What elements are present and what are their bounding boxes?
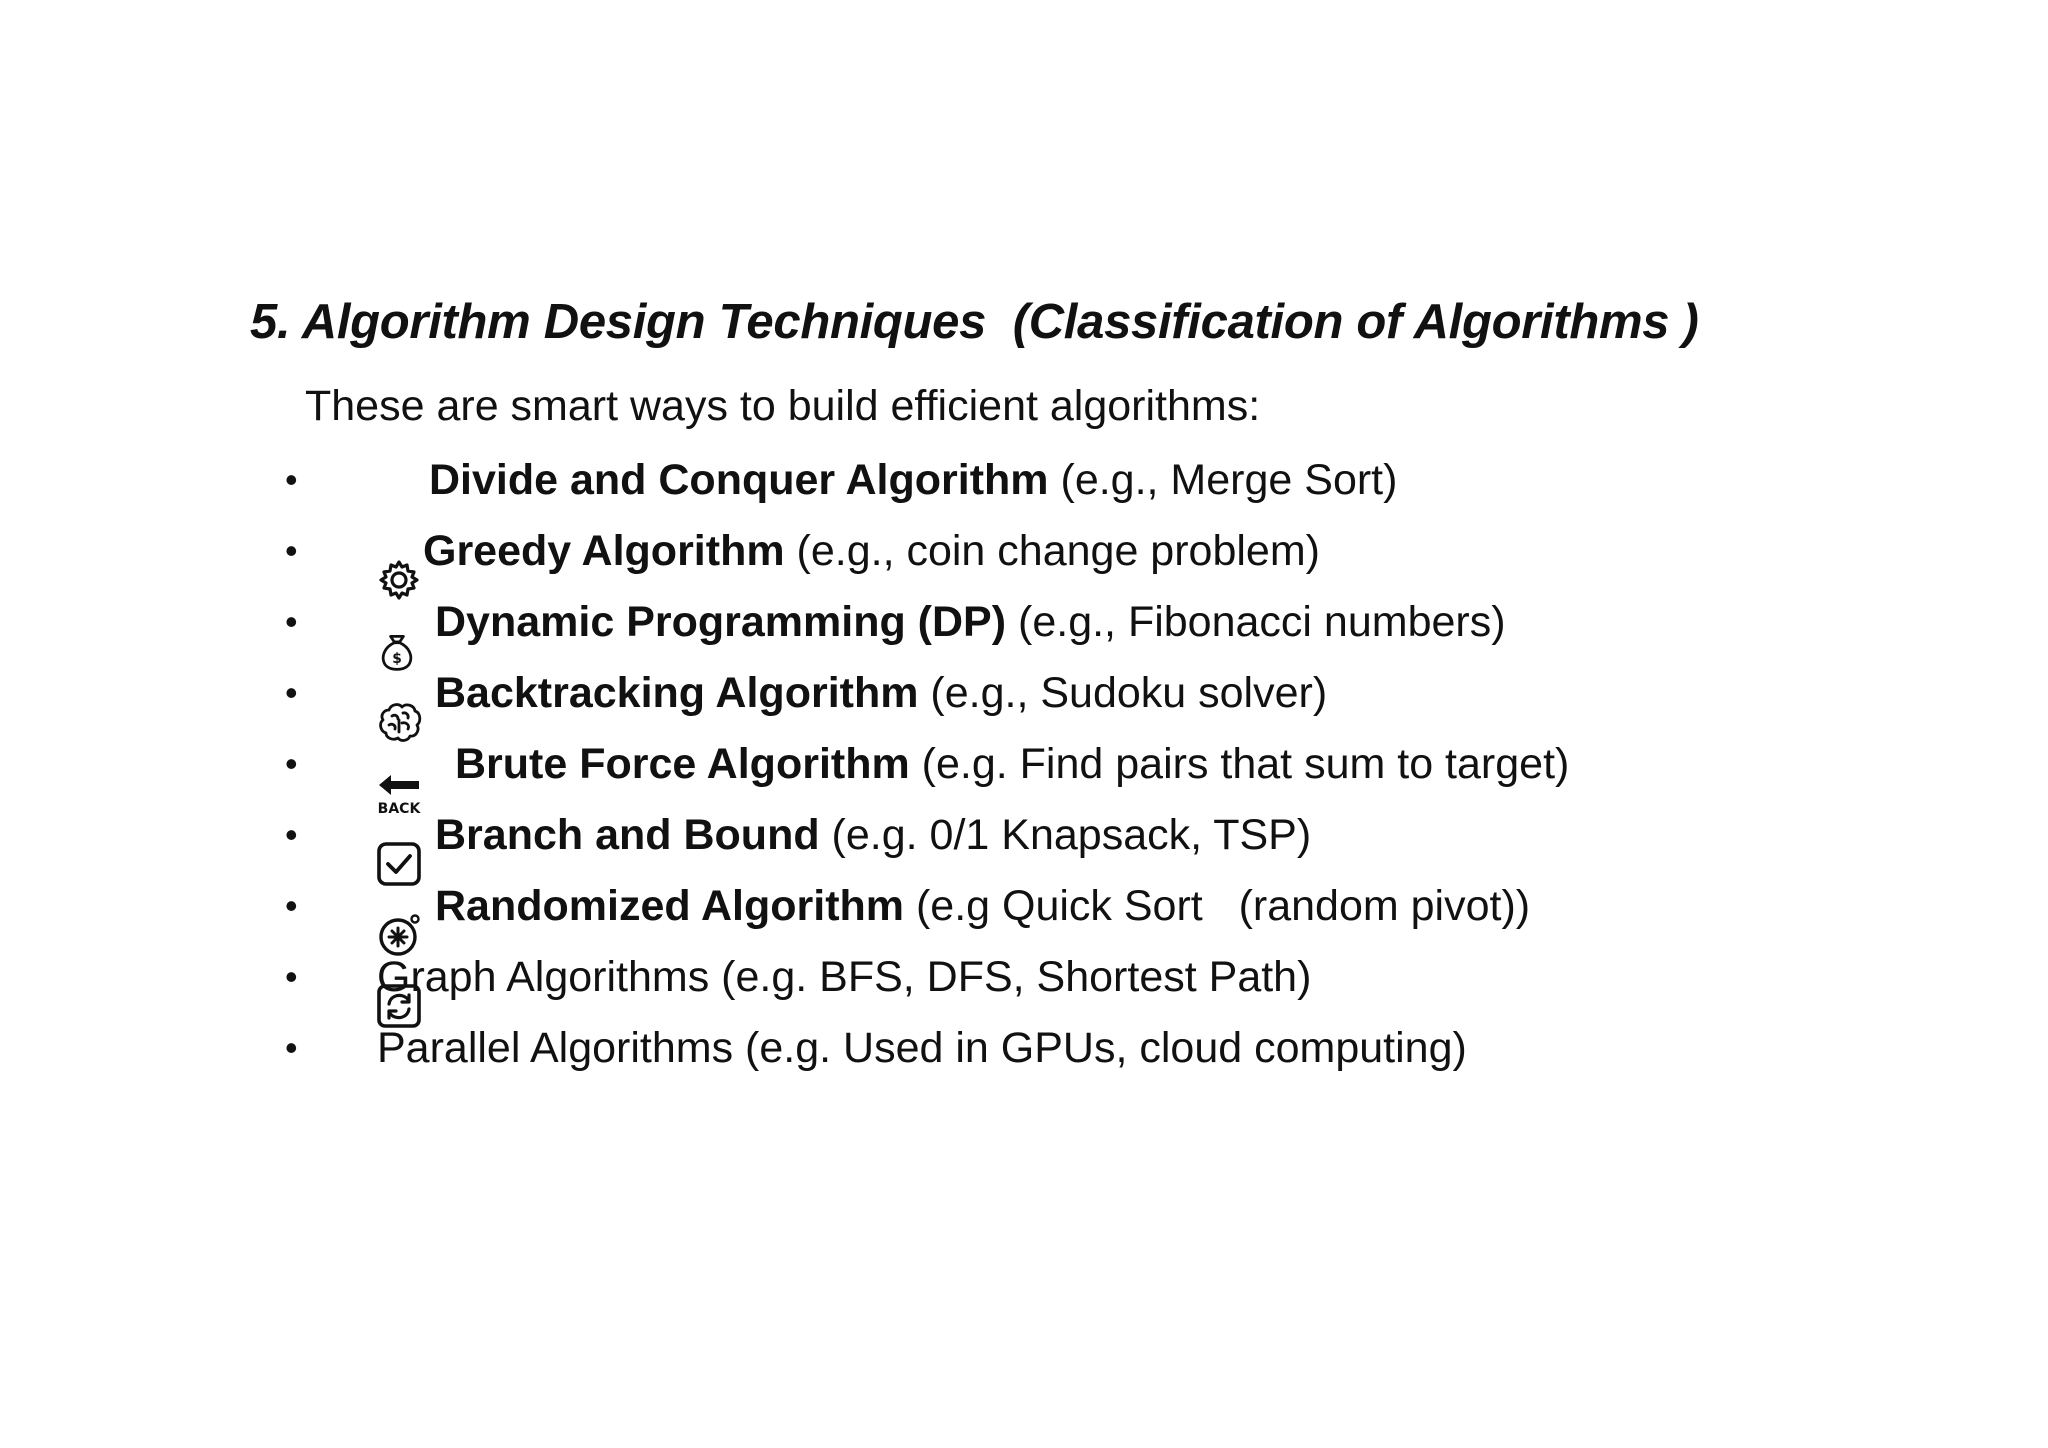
list-item bbox=[285, 455, 1398, 526]
item-rest: (e.g., Merge Sort) bbox=[1048, 456, 1398, 504]
money-bag-icon bbox=[375, 527, 419, 667]
bullet: • bbox=[285, 743, 298, 784]
gear-icon bbox=[375, 456, 423, 504]
compass-icon bbox=[375, 811, 423, 859]
item-bold: Branch and Bound bbox=[435, 811, 820, 859]
bullet: • bbox=[285, 956, 298, 997]
svg-text:BACK: BACK bbox=[377, 801, 421, 817]
svg-text:$: $ bbox=[392, 650, 402, 667]
bullet: • bbox=[285, 530, 298, 571]
bullet: • bbox=[285, 1027, 298, 1068]
item-bold: Dynamic Programming (DP) bbox=[435, 598, 1007, 646]
list-item bbox=[285, 952, 1312, 1023]
item-bold: Randomized Algorithm bbox=[435, 882, 905, 930]
item-rest: (e.g., coin change problem) bbox=[784, 527, 1320, 575]
item-text: Parallel Algorithms (e.g. Used in GPUs, cloud computing) bbox=[377, 1024, 1467, 1072]
bullet: • bbox=[285, 672, 298, 713]
item-rest: (e.g. Find pairs that sum to target) bbox=[909, 740, 1570, 788]
list-item bbox=[285, 881, 1531, 952]
bullet: • bbox=[285, 885, 298, 926]
item-bold: Brute Force Algorithm bbox=[455, 740, 910, 788]
list-item bbox=[285, 597, 1506, 668]
technique-list bbox=[285, 455, 1570, 1094]
item-bold: Backtracking Algorithm bbox=[435, 669, 919, 717]
back-arrow-icon bbox=[375, 669, 423, 817]
item-rest: (e.g Quick Sort (random pivot)) bbox=[904, 882, 1531, 930]
bullet: • bbox=[285, 601, 298, 642]
shuffle-icon bbox=[375, 882, 423, 930]
slide-title: 5. Algorithm Design Techniques (Classification of Algorithms ) bbox=[250, 295, 1699, 349]
list-item bbox=[285, 810, 1312, 881]
bullet: • bbox=[285, 814, 298, 855]
item-text: Graph Algorithms (e.g. BFS, DFS, Shortest Path) bbox=[377, 953, 1312, 1001]
item-rest: (e.g. 0/1 Knapsack, TSP) bbox=[819, 811, 1312, 859]
brain-icon bbox=[375, 598, 423, 646]
item-rest: (e.g., Fibonacci numbers) bbox=[1006, 598, 1506, 646]
checkbox-icon bbox=[375, 740, 423, 788]
list-item bbox=[285, 1023, 1467, 1094]
item-bold: Greedy Algorithm bbox=[423, 527, 785, 575]
intro-text: These are smart ways to build efficient algorithms: bbox=[305, 382, 1261, 430]
bullet: • bbox=[285, 459, 298, 500]
item-rest: (e.g., Sudoku solver) bbox=[918, 669, 1328, 717]
item-bold: Divide and Conquer Algorithm bbox=[429, 456, 1049, 504]
